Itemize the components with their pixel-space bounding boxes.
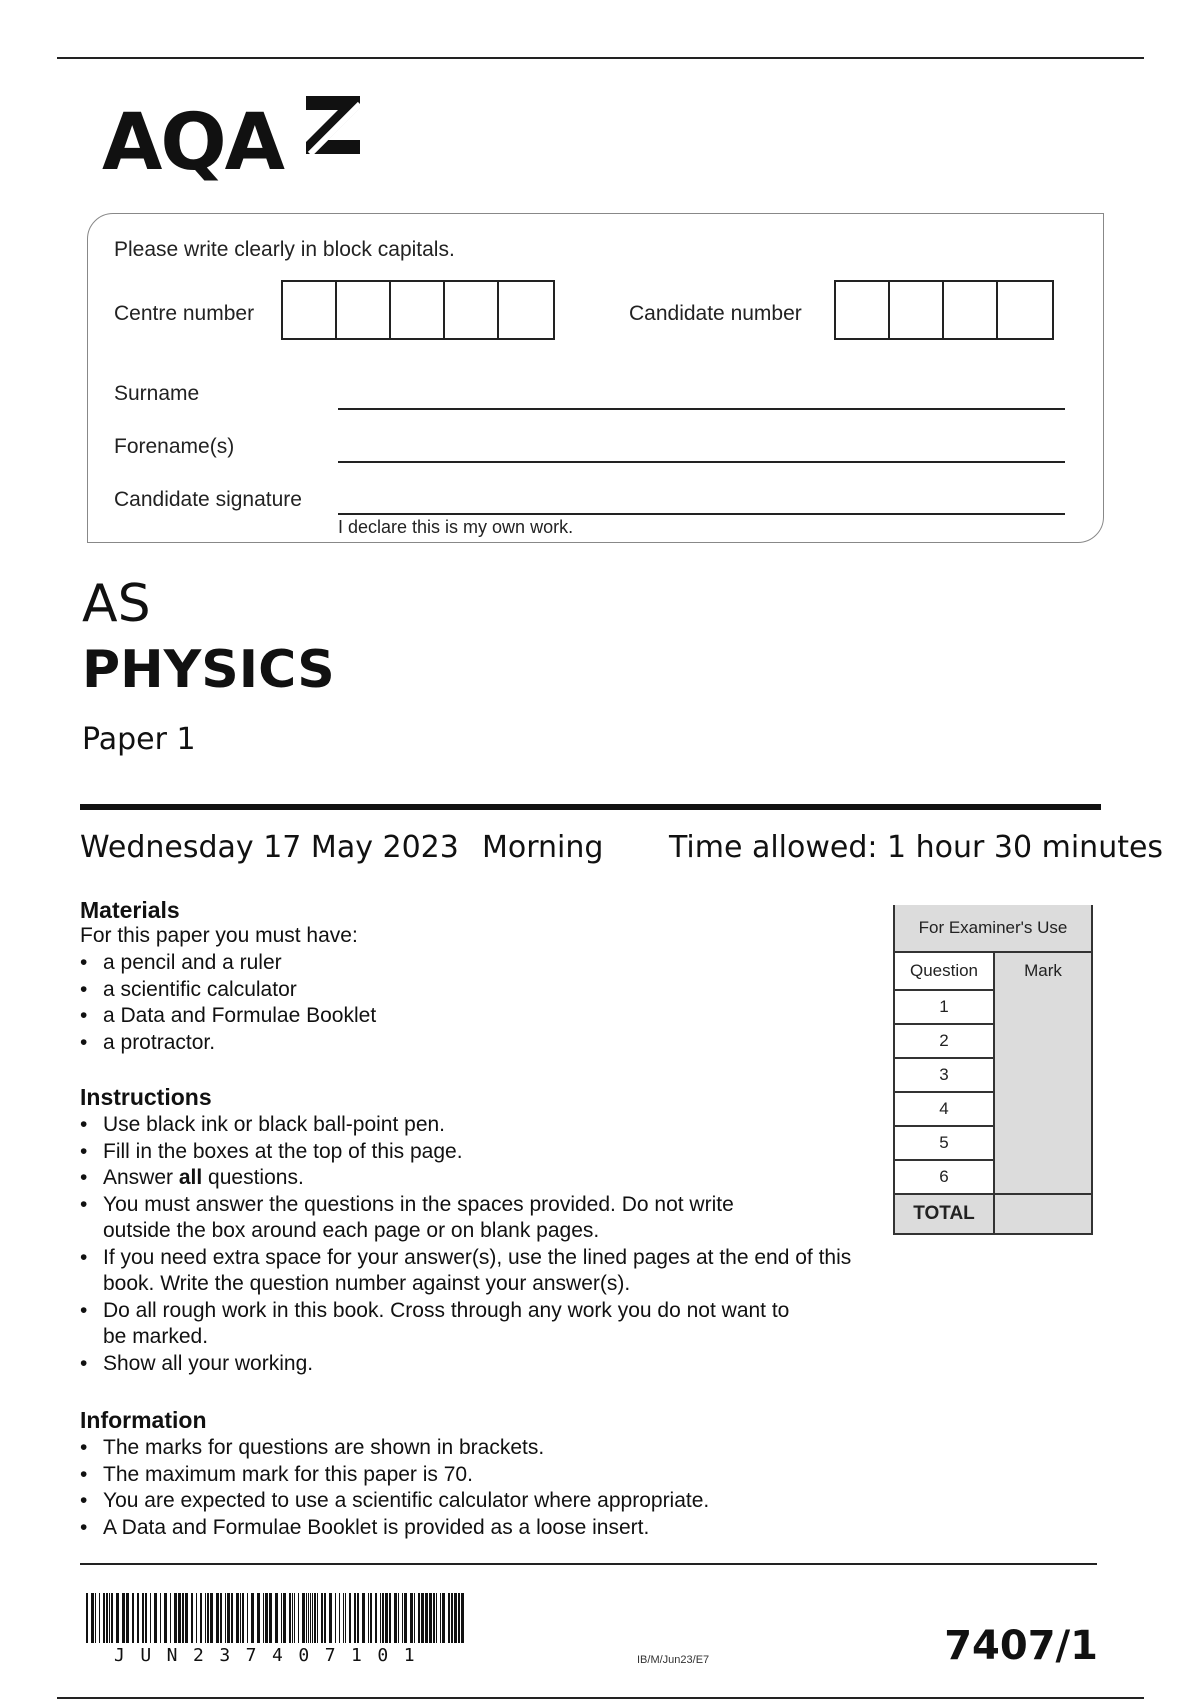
- list-item: • The maximum mark for this paper is 70.: [80, 1462, 709, 1489]
- materials-list: [80, 950, 376, 1056]
- paper-reference: IB/M/Jun23/E7: [637, 1654, 710, 1666]
- list-item: • Do all rough work in this book. Cross through any work you do not want to be marked.: [80, 1298, 793, 1351]
- information-heading: Information: [80, 1407, 207, 1433]
- list-item: • a protractor.: [80, 1030, 376, 1057]
- centre-digit-box[interactable]: [283, 282, 337, 338]
- candidate-digit-box[interactable]: [836, 282, 890, 338]
- form-instruction: Please write clearly in block capitals.: [114, 238, 455, 261]
- question-number-cell: 5: [894, 1126, 994, 1160]
- forename-label: Forename(s): [114, 435, 235, 458]
- signature-label: Candidate signature: [114, 488, 302, 511]
- question-number-cell: 3: [894, 1058, 994, 1092]
- bottom-rule: [57, 1697, 1144, 1699]
- section-rule: [80, 804, 1101, 810]
- information-list: [80, 1435, 709, 1541]
- candidate-digit-box[interactable]: [890, 282, 944, 338]
- question-number-cell: 4: [894, 1092, 994, 1126]
- list-item: • a pencil and a ruler: [80, 950, 376, 977]
- barcode-text: JUN237407101: [114, 1645, 431, 1666]
- subject-level: AS: [82, 574, 151, 634]
- exam-date: Wednesday 17 May 2023: [80, 830, 459, 865]
- candidate-digit-box[interactable]: [998, 282, 1052, 338]
- list-item: • a Data and Formulae Booklet: [80, 1003, 376, 1030]
- list-item: • You must answer the questions in the spaces provided. Do not write outside the box around each page or on blank pages.: [80, 1192, 793, 1245]
- list-item: • Fill in the boxes at the top of this page.: [80, 1139, 870, 1166]
- candidate-digit-box[interactable]: [944, 282, 998, 338]
- centre-number-boxes[interactable]: [281, 280, 555, 340]
- logo-mark-icon: [306, 96, 364, 156]
- footer-rule: [80, 1563, 1097, 1565]
- examiner-use-table: [893, 905, 1093, 1235]
- list-item: • Answer all questions.: [80, 1165, 870, 1192]
- barcode-icon: [86, 1593, 470, 1643]
- examiner-table-title: For Examiner's Use: [894, 905, 1092, 952]
- total-label: TOTAL: [894, 1194, 994, 1234]
- signature-field[interactable]: [338, 513, 1065, 515]
- candidate-number-boxes[interactable]: [834, 280, 1054, 340]
- instructions-list: [80, 1112, 870, 1377]
- aqa-logo: [102, 96, 372, 188]
- list-item: • If you need extra space for your answer(s), use the lined pages at the end of this book. Write the question number against your answer(s).: [80, 1245, 870, 1298]
- list-item: • Show all your working.: [80, 1351, 870, 1378]
- time-allowed: Time allowed: 1 hour 30 minutes: [669, 830, 1164, 865]
- declaration-text: I declare this is my own work.: [338, 517, 574, 537]
- forename-field[interactable]: [338, 461, 1065, 463]
- centre-digit-box[interactable]: [445, 282, 499, 338]
- surname-label: Surname: [114, 382, 200, 405]
- paper-number: Paper 1: [82, 722, 196, 757]
- list-item: • You are expected to use a scientific calculator where appropriate.: [80, 1488, 709, 1515]
- list-item: • A Data and Formulae Booklet is provided as a loose insert.: [80, 1515, 709, 1542]
- list-item: • a scientific calculator: [80, 977, 376, 1004]
- question-column-header: Question: [894, 952, 994, 990]
- materials-intro: For this paper you must have:: [80, 924, 358, 947]
- list-item: • Use black ink or black ball-point pen.: [80, 1112, 870, 1139]
- question-number-cell: 2: [894, 1024, 994, 1058]
- total-mark-cell: [994, 1194, 1092, 1234]
- question-number-cell: 1: [894, 990, 994, 1024]
- subject-name: PHYSICS: [82, 640, 335, 700]
- candidate-number-label: Candidate number: [629, 302, 802, 325]
- exam-session: Morning: [482, 830, 604, 865]
- materials-heading: Materials: [80, 897, 180, 923]
- logo-text: AQA: [102, 98, 284, 188]
- top-rule: [57, 57, 1144, 59]
- candidate-details-box: [87, 213, 1104, 543]
- paper-code: 7407/1: [944, 1623, 1098, 1669]
- centre-digit-box[interactable]: [337, 282, 391, 338]
- centre-number-label: Centre number: [114, 302, 255, 325]
- instructions-heading: Instructions: [80, 1084, 212, 1110]
- centre-digit-box[interactable]: [391, 282, 445, 338]
- list-item: • The marks for questions are shown in brackets.: [80, 1435, 709, 1462]
- question-number-cell: 6: [894, 1160, 994, 1194]
- surname-field[interactable]: [338, 408, 1065, 410]
- mark-column-header: Mark: [994, 952, 1092, 1194]
- centre-digit-box[interactable]: [499, 282, 553, 338]
